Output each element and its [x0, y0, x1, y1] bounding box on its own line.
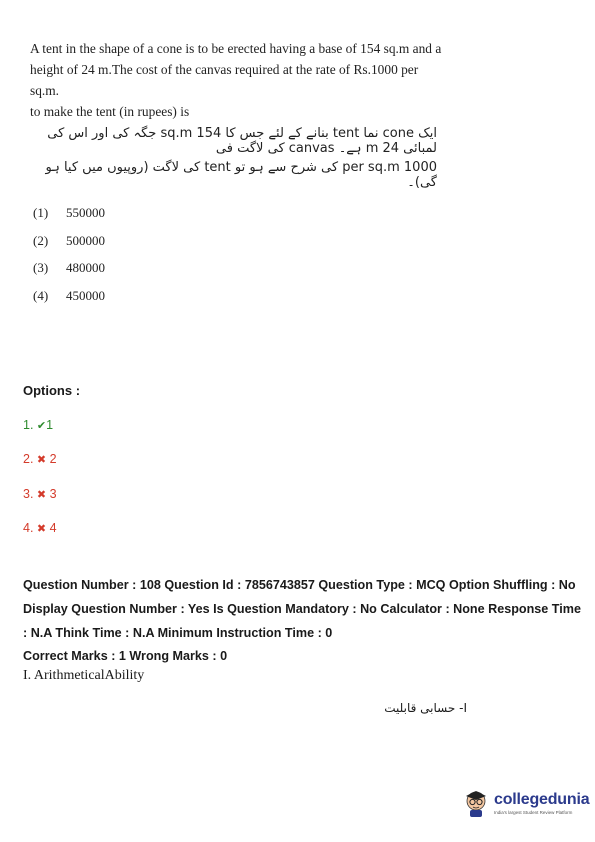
choice-4	[33, 288, 105, 316]
question-line: A tent in the shape of a cone is to be erected having a base of 154 sq.m and a	[30, 41, 442, 56]
question-text-urdu-line-1: ایک cone نما tent بنانے کے لئے جس کا 154 sq.m جگہ کی اور اس کی لمبائی 24 m ہے۔ canvas کی لاگت فی	[47, 126, 437, 156]
option-4	[23, 521, 57, 555]
choice-number: (1)	[33, 205, 49, 220]
options-heading: Options :	[23, 383, 81, 398]
choice-value: 500000	[66, 232, 105, 248]
section-title-english: I. ArithmeticalAbility	[23, 668, 145, 683]
choice-number: (4)	[33, 287, 49, 303]
cross-icon: ✖	[36, 454, 47, 467]
choice-number: (3)	[33, 260, 49, 275]
choice-value: 480000	[66, 260, 105, 275]
question-metadata	[23, 573, 583, 645]
option-3	[23, 487, 57, 521]
option-number: 2.	[23, 452, 34, 467]
choice-2	[33, 233, 105, 261]
metadata-line: : N.A Think Time : N.A Minimum Instruction Time : 0	[23, 626, 333, 640]
metadata-line: Question Number : 108 Question Id : 7856743857 Question Type : MCQ Option Shuffling : No	[23, 578, 576, 592]
option-number: 1.	[23, 418, 34, 432]
choice-number: (2)	[33, 232, 49, 248]
option-label: 4	[49, 520, 57, 535]
question-text-english	[30, 38, 450, 122]
question-text-urdu-line-2: 1000 per sq.m کی شرح سے ہو تو tent کی لاگت (روپیوں میں کیا ہو گی)۔	[45, 160, 437, 190]
option-label: 2	[49, 452, 57, 467]
logo-tagline: India's largest Student Review Platform	[494, 810, 573, 815]
check-icon: ✔	[36, 420, 47, 432]
option-number: 4.	[23, 520, 34, 535]
option-1	[23, 418, 57, 452]
choice-value: 450000	[66, 287, 105, 303]
choice-1	[33, 205, 105, 233]
marks-line: Correct Marks : 1 Wrong Marks : 0	[23, 649, 228, 663]
cross-icon: ✖	[36, 522, 47, 535]
answer-choices	[33, 205, 105, 315]
option-number: 3.	[23, 486, 34, 501]
question-line: height of 24 m.The cost of the canvas required at the rate of Rs.1000 per sq.m.	[30, 62, 419, 98]
logo-name: collegedunia	[494, 791, 590, 808]
section-title-urdu: I- حسابی قابلیت	[384, 701, 467, 715]
student-mascot-icon	[462, 788, 490, 818]
cross-icon: ✖	[36, 488, 47, 501]
metadata-line: Display Question Number : Yes Is Question Mandatory : No Calculator : None Response Time	[23, 602, 581, 616]
option-label: 3	[49, 486, 57, 501]
question-line: to make the tent (in rupees) is	[30, 104, 190, 119]
choice-3	[33, 260, 105, 288]
options-list	[23, 418, 57, 555]
choice-value: 550000	[66, 205, 105, 220]
option-label: 1	[46, 418, 54, 432]
collegedunia-logo	[462, 788, 589, 818]
option-2	[23, 452, 57, 486]
